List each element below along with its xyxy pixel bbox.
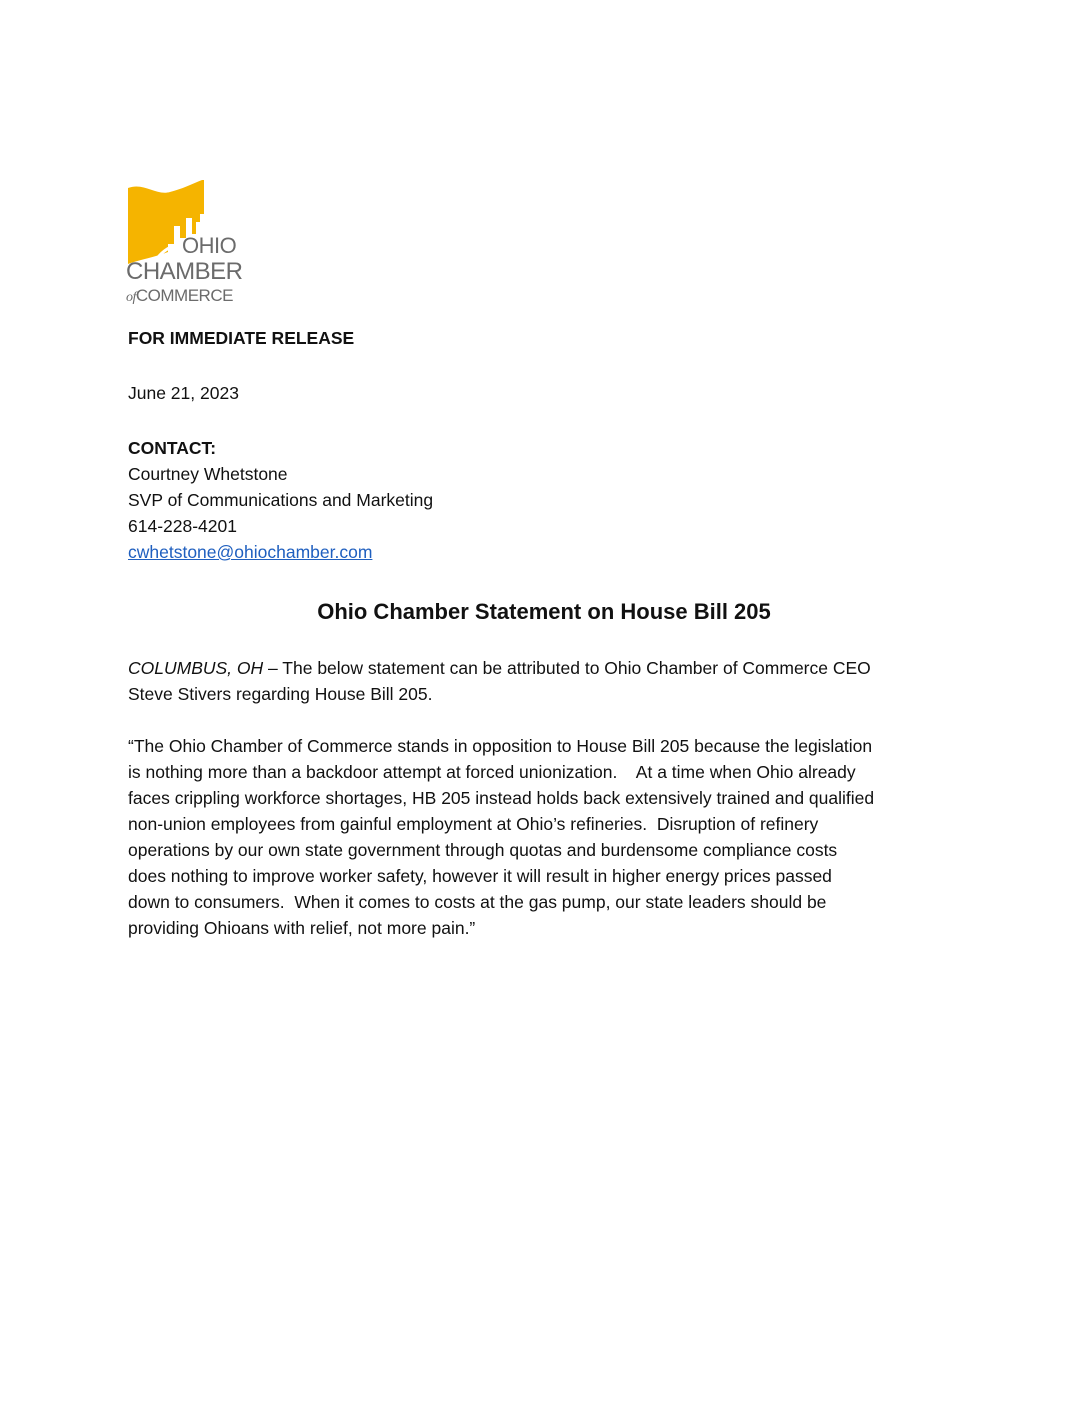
quote-line: does nothing to improve worker safety, however it will result in higher energy prices passed xyxy=(128,866,832,886)
contact-email-link[interactable]: cwhetstone@ohiochamber.com xyxy=(128,542,373,562)
quote-line: is nothing more than a backdoor attempt at forced unionization. At a time when Ohio already xyxy=(128,762,856,782)
contact-heading: CONTACT: xyxy=(128,438,217,458)
quote-line: non-union employees from gainful employment at Ohio’s refineries. Disruption of refinery xyxy=(128,814,819,834)
ohio-chamber-logo xyxy=(126,178,246,310)
page-title: Ohio Chamber Statement on House Bill 205 xyxy=(317,599,771,624)
contact-name: Courtney Whetstone xyxy=(128,464,288,484)
release-label: FOR IMMEDIATE RELEASE xyxy=(128,328,355,348)
intro-line-2: Steve Stivers regarding House Bill 205. xyxy=(128,684,433,704)
intro-line-1 xyxy=(128,655,968,681)
quote-line: operations by our own state government through quotas and burdensome compliance costs xyxy=(128,840,838,860)
quote-line: “The Ohio Chamber of Commerce stands in opposition to House Bill 205 because the legislation xyxy=(128,736,873,756)
quote-line: down to consumers. When it comes to costs at the gas pump, our state leaders should be xyxy=(128,892,827,912)
logo-chamber-text: CHAMBER xyxy=(126,258,243,285)
release-date: June 21, 2023 xyxy=(128,383,239,403)
contact-phone: 614-228-4201 xyxy=(128,516,237,536)
logo-of-text: of xyxy=(126,290,136,305)
intro-line-1-text: – The below statement can be attributed to Ohio Chamber of Commerce CEO xyxy=(263,658,871,678)
quote-line: faces crippling workforce shortages, HB 205 instead holds back extensively trained and qualified xyxy=(128,788,875,808)
quote-line: providing Ohioans with relief, not more pain.” xyxy=(128,918,476,938)
logo-commerce-word: COMMERCE xyxy=(135,286,233,305)
logo-ohio-text: OHIO xyxy=(182,233,237,258)
intro-paragraph xyxy=(128,655,968,707)
contact-email-row xyxy=(128,539,372,565)
quote-paragraph xyxy=(128,733,968,941)
dateline: COLUMBUS, OH xyxy=(128,658,264,678)
contact-role: SVP of Communications and Marketing xyxy=(128,490,434,510)
logo-commerce-text xyxy=(126,287,233,305)
